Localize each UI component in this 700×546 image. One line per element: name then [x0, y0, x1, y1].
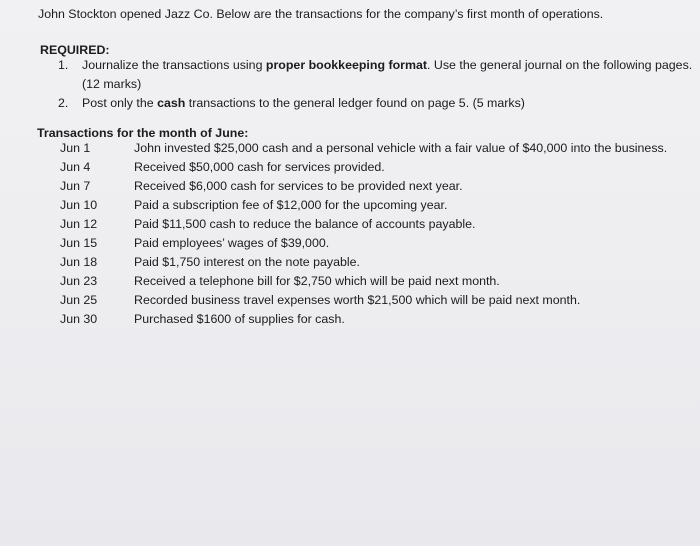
- transaction-date: Jun 1: [60, 141, 91, 155]
- transaction-description: John invested $25,000 cash and a personal vehicle with a fair value of $40,000 into the business.: [134, 141, 668, 155]
- transactions-heading: Transactions for the month of June:: [37, 126, 249, 140]
- transaction-date: Jun 15: [60, 236, 98, 250]
- transaction-description: Purchased $1600 of supplies for cash.: [134, 312, 345, 326]
- transaction-row: [0, 179, 700, 197]
- required-item-2: [58, 96, 525, 110]
- intro-text: John Stockton opened Jazz Co. Below are the transactions for the company’s first month of operations.: [38, 7, 604, 21]
- required-item-1-text-bold: proper bookkeeping format: [265, 58, 428, 72]
- required-item-1-number: 1.: [58, 58, 69, 72]
- transaction-description: Paid $1,750 interest on the note payable.: [134, 255, 360, 269]
- required-item-1: [58, 58, 692, 72]
- transaction-description: Paid employees’ wages of $39,000.: [134, 236, 330, 250]
- transaction-date: Jun 7: [60, 179, 91, 193]
- transaction-date: Jun 23: [60, 274, 98, 288]
- transaction-row: [0, 217, 700, 235]
- transaction-row: [0, 255, 700, 273]
- required-item-2-text-pre: Post only the: [82, 96, 158, 110]
- transaction-row: [0, 141, 700, 159]
- transaction-date: Jun 25: [60, 293, 98, 307]
- required-item-2-number: 2.: [58, 96, 69, 110]
- transaction-date: Jun 12: [60, 217, 98, 231]
- required-item-1-text-pre: Journalize the transactions using: [82, 58, 266, 72]
- required-item-1-text-post: . Use the general journal on the following pages.: [427, 58, 693, 72]
- required-item-1-marks: (12 marks): [82, 77, 142, 91]
- required-item-2-text-post: transactions to the general ledger found on page 5. (5 marks): [185, 96, 525, 110]
- transaction-description: Received $50,000 cash for services provided.: [134, 160, 385, 174]
- transaction-row: [0, 198, 700, 216]
- transaction-row: [0, 293, 700, 311]
- transaction-description: Received $6,000 cash for services to be provided next year.: [134, 179, 463, 193]
- transaction-date: Jun 30: [60, 312, 98, 326]
- transaction-row: [0, 274, 700, 292]
- transaction-description: Paid $11,500 cash to reduce the balance of accounts payable.: [134, 217, 476, 231]
- required-item-2-text-bold: cash: [157, 96, 186, 110]
- transaction-row: [0, 236, 700, 254]
- transaction-row: [0, 312, 700, 330]
- transaction-description: Paid a subscription fee of $12,000 for the upcoming year.: [134, 198, 448, 212]
- transaction-date: Jun 10: [60, 198, 98, 212]
- transaction-description: Recorded business travel expenses worth $21,500 which will be paid next month.: [134, 293, 581, 307]
- transaction-date: Jun 4: [60, 160, 91, 174]
- transaction-description: Received a telephone bill for $2,750 which will be paid next month.: [134, 274, 500, 288]
- required-heading: REQUIRED:: [40, 43, 110, 57]
- transaction-date: Jun 18: [60, 255, 98, 269]
- transaction-row: [0, 160, 700, 178]
